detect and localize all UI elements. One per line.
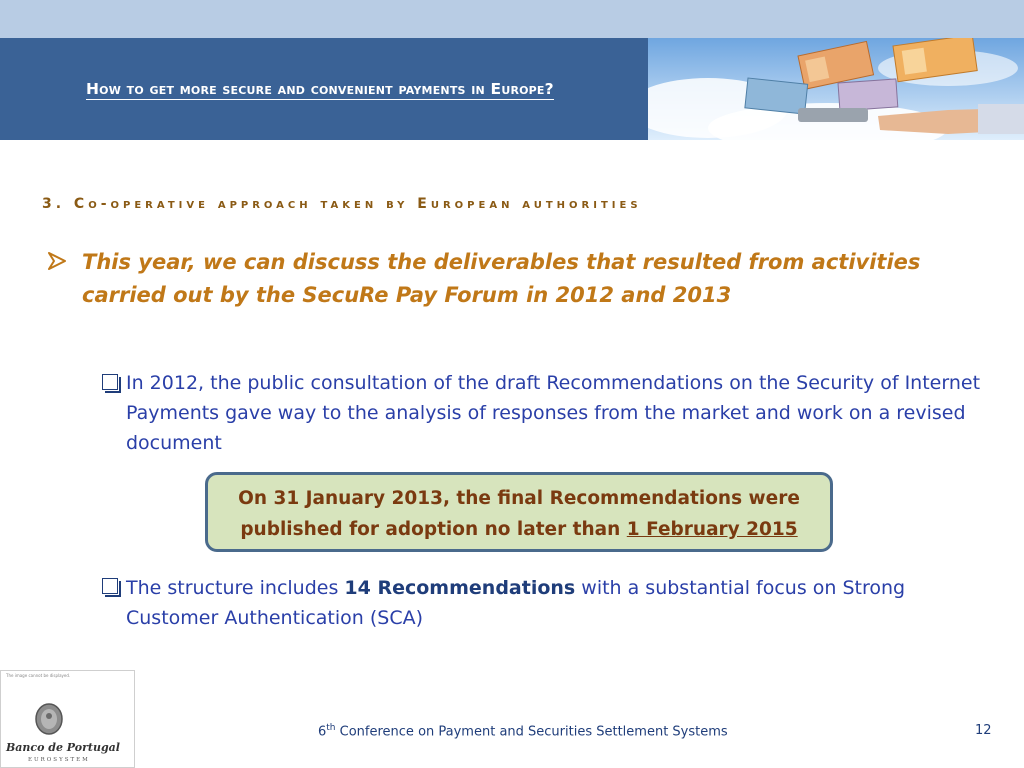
lead-statement: This year, we can discuss the deliverables that resulted from activities carried out by the SecuRe Pay Forum in 2012 and 2013 [82,250,921,307]
banco-de-portugal-seal-icon [34,702,64,736]
callout-line-2 [208,514,830,545]
footer-ordinal-suffix: th [326,723,336,733]
arrow-bullet-icon [46,250,68,272]
page-number: 12 [975,723,992,738]
slide-title: How to get more secure and convenient payments in Europe? [86,80,554,98]
checkbox-bullet-icon [102,374,120,392]
bullet-structure-suffix: with a substantial focus on Strong Customer Authentication (SCA) [126,577,906,629]
footer-ordinal: 6 [318,724,327,740]
top-band [0,0,1024,38]
footer-conference-name: Conference on Payment and Securities Settlement Systems [335,724,728,740]
callout-box [205,472,833,552]
footer-conference [318,723,728,739]
recommendations-count: 14 Recommendations [344,577,576,599]
adoption-deadline: 1 February 2015 [626,519,798,540]
logo-wordmark: Banco de Portugal [6,741,120,754]
broken-image-note: The image cannot be displayed. [6,673,71,678]
euro-banknotes-photo [648,38,1024,140]
callout-line-1: On 31 January 2013, the final Recommendations were [238,488,800,509]
bullet-structure [126,573,986,633]
callout-line-2-prefix: published for adoption no later than [240,519,627,540]
bullet-structure-prefix: The structure includes [126,577,345,599]
section-heading: 3. Co-operative approach taken by European authorities [42,196,642,212]
logo-subtitle: EUROSYSTEM [28,757,90,763]
checkbox-bullet-icon [102,578,120,596]
bullet-consultation: In 2012, the public consultation of the draft Recommendations on the Security of Internet Payments gave way to the analysis of responses from the market and work on a revised document [126,372,981,454]
